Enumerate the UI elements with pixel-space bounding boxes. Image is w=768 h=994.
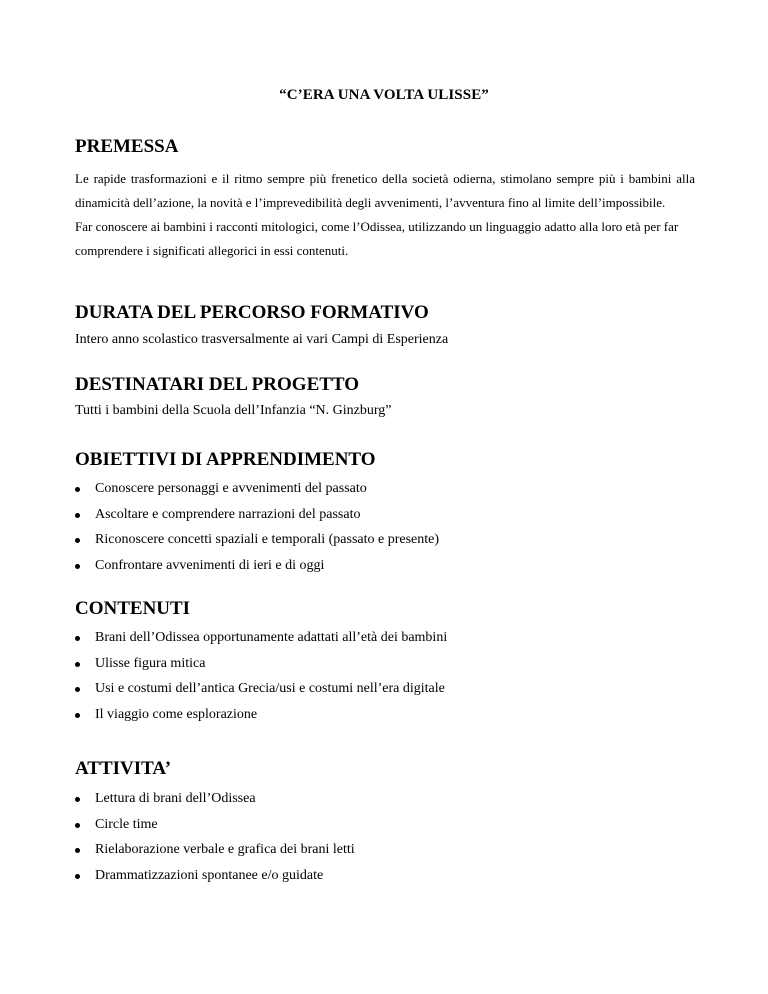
section-heading-durata: DURATA DEL PERCORSO FORMATIVO bbox=[75, 302, 429, 323]
bullet-icon bbox=[75, 874, 80, 879]
section-durata bbox=[75, 302, 695, 349]
contenuti-list bbox=[75, 628, 695, 730]
section-heading-obiettivi: OBIETTIVI DI APPRENDIMENTO bbox=[75, 449, 376, 470]
premessa-paragraph-1: Le rapide trasformazioni e il ritmo sempre più frenetico della società odierna, stimolano sempre più i bambini alla dinamicità dell’azione, la novità e l’imprevedibilità degli avvenimenti, l’avventura fino al limite dell’impossibile. bbox=[75, 171, 695, 210]
list-item-text: Lettura di brani dell’Odissea bbox=[95, 791, 256, 806]
list-item bbox=[75, 628, 695, 654]
section-heading-destinatari: DESTINATARI DEL PROGETTO bbox=[75, 374, 360, 395]
bullet-icon bbox=[75, 513, 80, 518]
list-item bbox=[75, 705, 695, 731]
premessa-paragraph-2: Far conoscere ai bambini i racconti mitologici, come l’Odissea, utilizzando un linguaggio adatto alla loro età per far comprendere i significati allegorici in essi contenuti. bbox=[75, 219, 679, 258]
list-item-text: Riconoscere concetti spaziali e temporali (passato e presente) bbox=[95, 532, 440, 547]
list-item-text: Usi e costumi dell’antica Grecia/usi e costumi nell’era digitale bbox=[95, 681, 445, 696]
list-item bbox=[75, 789, 695, 815]
section-attivita bbox=[75, 758, 695, 891]
list-item-text: Confrontare avvenimenti di ieri e di oggi bbox=[95, 557, 325, 573]
durata-text: Intero anno scolastico trasversalmente ai vari Campi di Esperienza bbox=[75, 332, 449, 347]
destinatari-text: Tutti i bambini della Scuola dell’Infanzia “N. Ginzburg” bbox=[75, 403, 392, 418]
list-item bbox=[75, 840, 695, 866]
section-destinatari bbox=[75, 374, 695, 420]
bullet-icon bbox=[75, 797, 80, 802]
list-item bbox=[75, 866, 695, 892]
bullet-icon bbox=[75, 564, 80, 569]
list-item bbox=[75, 505, 695, 531]
list-item-text: Ascoltare e comprendere narrazioni del passato bbox=[95, 506, 361, 522]
section-obiettivi bbox=[75, 449, 695, 581]
list-item bbox=[75, 530, 695, 556]
section-heading-contenuti: CONTENUTI bbox=[75, 598, 191, 619]
attivita-list bbox=[75, 789, 695, 891]
list-item-text: Ulisse figura mitica bbox=[95, 655, 206, 671]
list-item-text: Conoscere personaggi e avvenimenti del passato bbox=[95, 481, 367, 496]
section-contenuti bbox=[75, 598, 695, 730]
bullet-icon bbox=[75, 662, 80, 667]
list-item bbox=[75, 479, 695, 505]
section-heading-attivita: ATTIVITA’ bbox=[75, 758, 172, 779]
list-item-text: Circle time bbox=[95, 816, 158, 832]
section-premessa bbox=[75, 136, 695, 263]
list-item bbox=[75, 815, 695, 841]
list-item-text: Brani dell’Odissea opportunamente adattati all’età dei bambini bbox=[95, 630, 448, 645]
list-item bbox=[75, 556, 695, 582]
document-title: “C’ERA UNA VOLTA ULISSE” bbox=[279, 87, 489, 103]
section-heading-premessa: PREMESSA bbox=[75, 136, 179, 157]
bullet-icon bbox=[75, 636, 80, 641]
obiettivi-list bbox=[75, 479, 695, 581]
list-item-text: Drammatizzazioni spontanee e/o guidate bbox=[95, 867, 324, 883]
list-item bbox=[75, 679, 695, 705]
list-item bbox=[75, 654, 695, 680]
list-item-text: Il viaggio come esplorazione bbox=[95, 706, 258, 722]
bullet-icon bbox=[75, 848, 80, 853]
bullet-icon bbox=[75, 823, 80, 828]
bullet-icon bbox=[75, 487, 80, 492]
bullet-icon bbox=[75, 538, 80, 543]
list-item-text: Rielaborazione verbale e grafica dei brani letti bbox=[95, 842, 355, 857]
bullet-icon bbox=[75, 687, 80, 692]
bullet-icon bbox=[75, 713, 80, 718]
